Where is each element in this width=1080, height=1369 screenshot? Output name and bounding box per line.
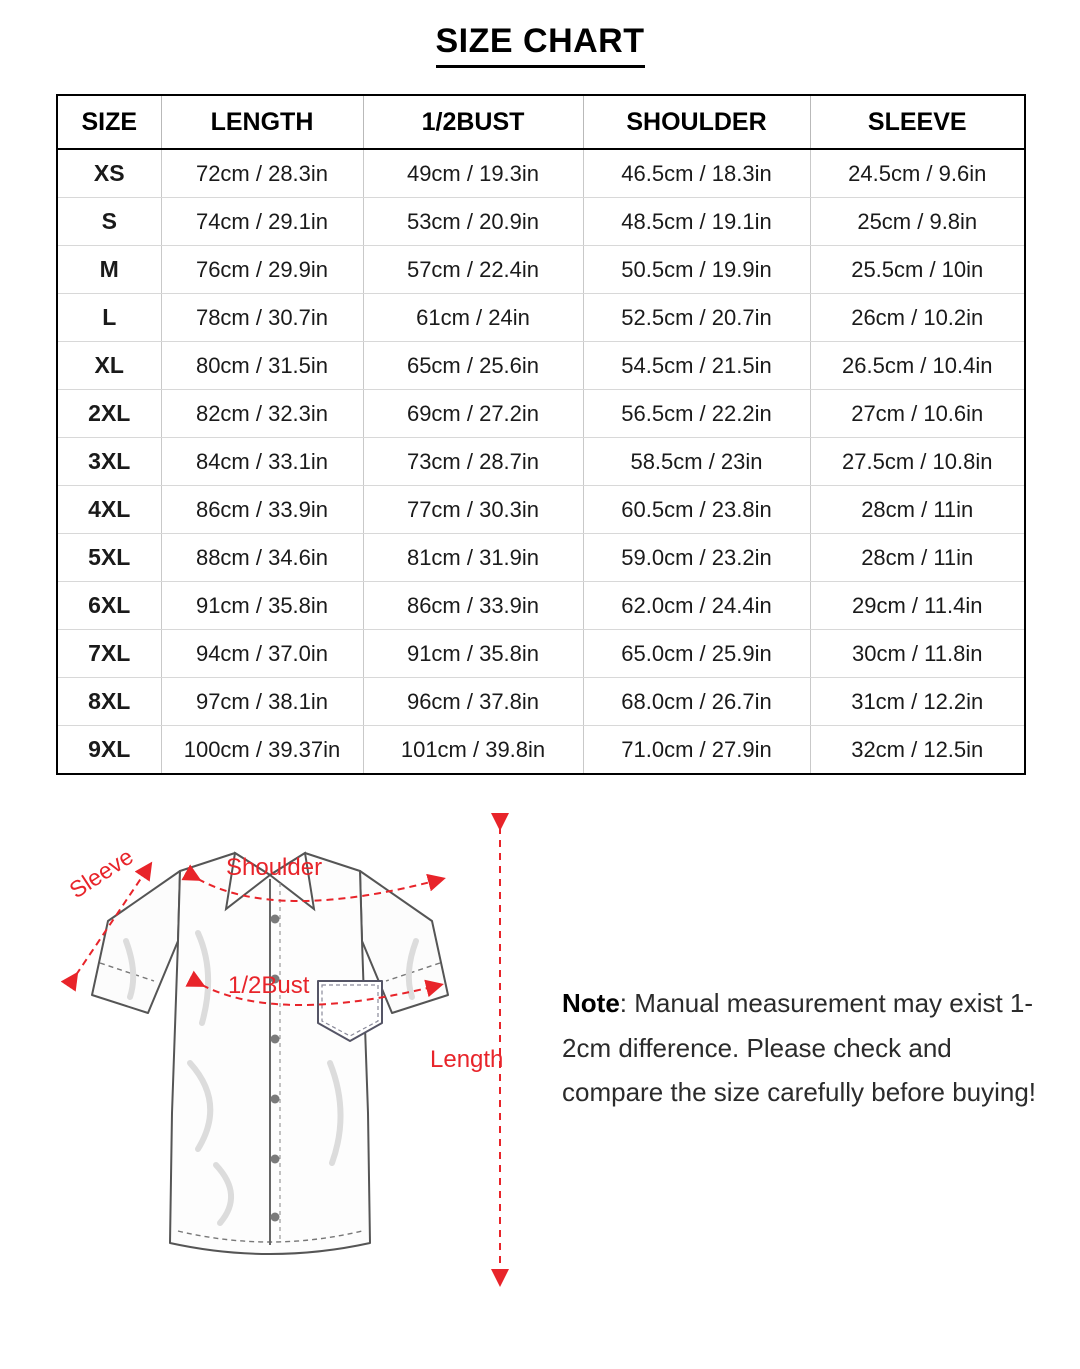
- column-header-size: SIZE: [57, 95, 161, 149]
- cell-length: 97cm / 38.1in: [161, 678, 363, 726]
- cell-sleeve: 26.5cm / 10.4in: [810, 342, 1025, 390]
- cell-half-bust: 69cm / 27.2in: [363, 390, 583, 438]
- cell-length: 94cm / 37.0in: [161, 630, 363, 678]
- cell-size: XS: [57, 149, 161, 198]
- cell-sleeve: 24.5cm / 9.6in: [810, 149, 1025, 198]
- cell-length: 86cm / 33.9in: [161, 486, 363, 534]
- cell-half-bust: 73cm / 28.7in: [363, 438, 583, 486]
- page-title: SIZE CHART: [436, 22, 645, 68]
- cell-sleeve: 28cm / 11in: [810, 534, 1025, 582]
- cell-half-bust: 57cm / 22.4in: [363, 246, 583, 294]
- table-header-row: [57, 95, 1025, 149]
- cell-size: 7XL: [57, 630, 161, 678]
- cell-sleeve: 27.5cm / 10.8in: [810, 438, 1025, 486]
- cell-size: L: [57, 294, 161, 342]
- table-row: [57, 342, 1025, 390]
- column-header-half-bust: 1/2BUST: [363, 95, 583, 149]
- cell-length: 82cm / 32.3in: [161, 390, 363, 438]
- table-row: [57, 486, 1025, 534]
- cell-shoulder: 62.0cm / 24.4in: [583, 582, 810, 630]
- table-row: [57, 678, 1025, 726]
- cell-length: 100cm / 39.37in: [161, 726, 363, 775]
- cell-half-bust: 101cm / 39.8in: [363, 726, 583, 775]
- cell-shoulder: 65.0cm / 25.9in: [583, 630, 810, 678]
- column-header-sleeve: SLEEVE: [810, 95, 1025, 149]
- cell-size: 6XL: [57, 582, 161, 630]
- cell-size: 8XL: [57, 678, 161, 726]
- size-chart-table-container: [56, 94, 1024, 775]
- cell-half-bust: 91cm / 35.8in: [363, 630, 583, 678]
- cell-length: 91cm / 35.8in: [161, 582, 363, 630]
- cell-size: 4XL: [57, 486, 161, 534]
- cell-sleeve: 32cm / 12.5in: [810, 726, 1025, 775]
- cell-shoulder: 52.5cm / 20.7in: [583, 294, 810, 342]
- cell-sleeve: 27cm / 10.6in: [810, 390, 1025, 438]
- table-row: [57, 198, 1025, 246]
- cell-shoulder: 54.5cm / 21.5in: [583, 342, 810, 390]
- cell-shoulder: 59.0cm / 23.2in: [583, 534, 810, 582]
- shirt-measurement-diagram: [30, 813, 560, 1313]
- table-header: [57, 95, 1025, 149]
- cell-half-bust: 65cm / 25.6in: [363, 342, 583, 390]
- table-row: [57, 246, 1025, 294]
- cell-sleeve: 25cm / 9.8in: [810, 198, 1025, 246]
- cell-size: M: [57, 246, 161, 294]
- cell-sleeve: 31cm / 12.2in: [810, 678, 1025, 726]
- table-body: [57, 149, 1025, 774]
- cell-length: 80cm / 31.5in: [161, 342, 363, 390]
- cell-half-bust: 61cm / 24in: [363, 294, 583, 342]
- cell-sleeve: 28cm / 11in: [810, 486, 1025, 534]
- cell-length: 88cm / 34.6in: [161, 534, 363, 582]
- cell-size: 5XL: [57, 534, 161, 582]
- cell-shoulder: 68.0cm / 26.7in: [583, 678, 810, 726]
- cell-shoulder: 58.5cm / 23in: [583, 438, 810, 486]
- cell-half-bust: 86cm / 33.9in: [363, 582, 583, 630]
- cell-half-bust: 81cm / 31.9in: [363, 534, 583, 582]
- column-header-shoulder: SHOULDER: [583, 95, 810, 149]
- table-row: [57, 726, 1025, 775]
- cell-sleeve: 26cm / 10.2in: [810, 294, 1025, 342]
- cell-shoulder: 50.5cm / 19.9in: [583, 246, 810, 294]
- cell-length: 84cm / 33.1in: [161, 438, 363, 486]
- cell-sleeve: 25.5cm / 10in: [810, 246, 1025, 294]
- cell-half-bust: 77cm / 30.3in: [363, 486, 583, 534]
- table-row: [57, 582, 1025, 630]
- label-shoulder: Shoulder: [226, 854, 323, 881]
- table-row: [57, 630, 1025, 678]
- cell-half-bust: 53cm / 20.9in: [363, 198, 583, 246]
- note-text: : Manual measurement may exist 1-2cm difference. Please check and compare the size carefully before buying!: [562, 988, 1037, 1108]
- table-row: [57, 149, 1025, 198]
- label-half-bust: 1/2Bust: [228, 972, 310, 999]
- column-header-length: LENGTH: [161, 95, 363, 149]
- page-title-container: [0, 0, 1080, 68]
- table-row: [57, 294, 1025, 342]
- table-row: [57, 390, 1025, 438]
- shirt-illustration: [92, 853, 448, 1254]
- cell-size: 9XL: [57, 726, 161, 775]
- cell-size: XL: [57, 342, 161, 390]
- cell-half-bust: 96cm / 37.8in: [363, 678, 583, 726]
- cell-shoulder: 60.5cm / 23.8in: [583, 486, 810, 534]
- cell-size: 3XL: [57, 438, 161, 486]
- label-sleeve: Sleeve: [64, 843, 138, 904]
- cell-shoulder: 71.0cm / 27.9in: [583, 726, 810, 775]
- cell-half-bust: 49cm / 19.3in: [363, 149, 583, 198]
- cell-length: 74cm / 29.1in: [161, 198, 363, 246]
- cell-length: 76cm / 29.9in: [161, 246, 363, 294]
- cell-shoulder: 56.5cm / 22.2in: [583, 390, 810, 438]
- measurement-guide-section: [0, 813, 1080, 1333]
- cell-sleeve: 29cm / 11.4in: [810, 582, 1025, 630]
- cell-length: 78cm / 30.7in: [161, 294, 363, 342]
- cell-shoulder: 48.5cm / 19.1in: [583, 198, 810, 246]
- label-length: Length: [430, 1046, 504, 1073]
- note-prefix: Note: [562, 988, 620, 1018]
- cell-size: S: [57, 198, 161, 246]
- measurement-note: [562, 981, 1054, 1115]
- cell-sleeve: 30cm / 11.8in: [810, 630, 1025, 678]
- left-sleeve-shape: [92, 871, 180, 1013]
- table-row: [57, 438, 1025, 486]
- size-chart-table: [56, 94, 1026, 775]
- cell-length: 72cm / 28.3in: [161, 149, 363, 198]
- cell-shoulder: 46.5cm / 18.3in: [583, 149, 810, 198]
- table-row: [57, 534, 1025, 582]
- cell-size: 2XL: [57, 390, 161, 438]
